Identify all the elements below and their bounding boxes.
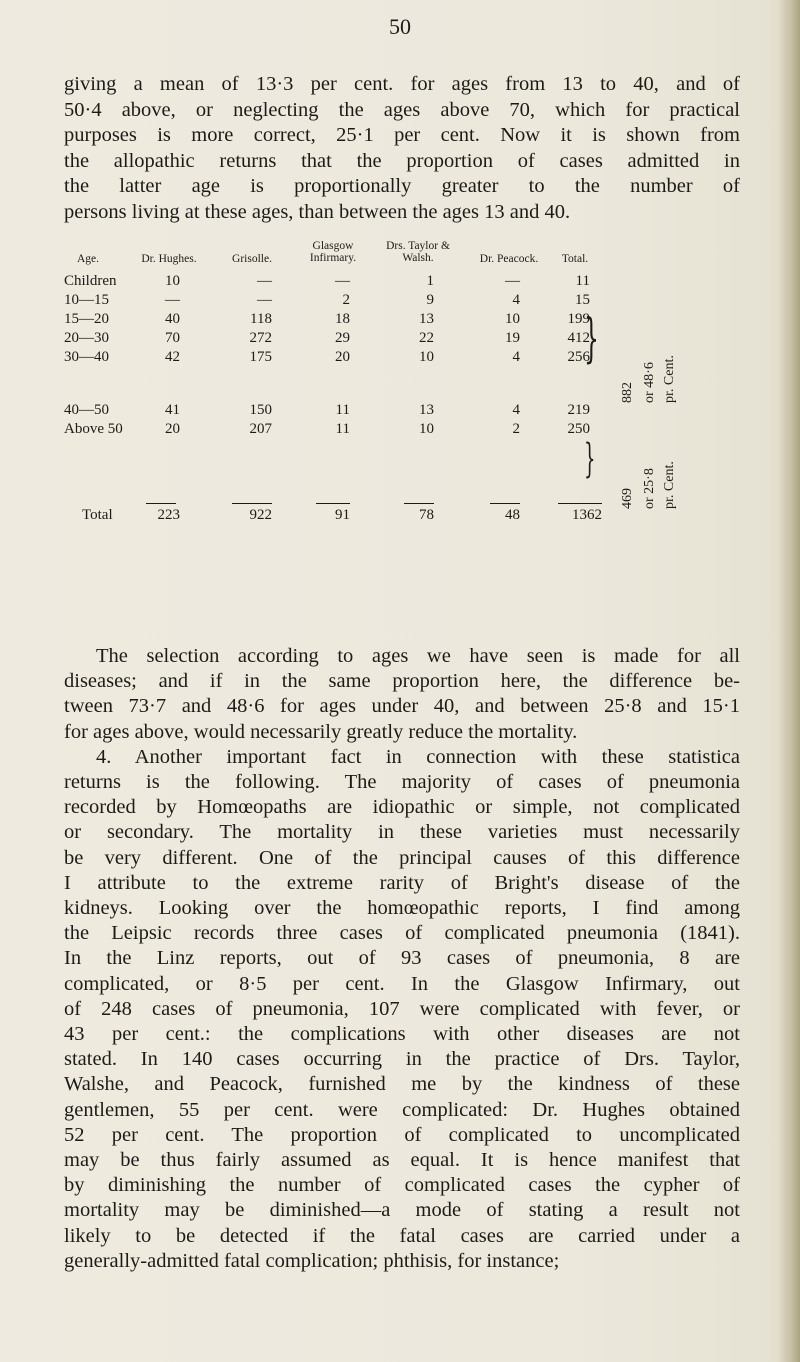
text-line: 52 per cent. The proportion of complicated to uncomplicated — [64, 1123, 740, 1146]
cell-total-taylor: 78 — [419, 507, 434, 523]
text-line: diseases; and if in the same proportion here, the difference be- — [64, 670, 740, 693]
cell-hughes: 20 — [165, 421, 180, 437]
cell-total: 219 — [567, 402, 590, 418]
cell-grisolle: — — [257, 273, 272, 289]
cell-glasgow: 18 — [335, 311, 350, 327]
text-line: complicated, or 8·5 per cent. In the Glasgow Infirmary, out — [64, 972, 740, 995]
cell-age: Children — [64, 273, 117, 289]
brace-over-40: } — [584, 436, 596, 482]
cell-total-peacock: 48 — [505, 507, 520, 523]
text-line: be very different. One of the principal causes of this difference — [64, 846, 740, 869]
cell-grisolle: 175 — [249, 349, 272, 365]
page-edge-shadow — [778, 0, 800, 1362]
header-hughes: Dr. Hughes. — [141, 253, 197, 265]
cell-grisolle: 118 — [250, 311, 272, 327]
text-line: returns is the following. The majority of cases of pneumonia — [64, 771, 740, 794]
group1-sum: 882 — [620, 382, 635, 403]
cell-hughes: 40 — [165, 311, 180, 327]
cell-total: 412 — [567, 330, 590, 346]
text-line: or secondary. The mortality in these varieties must necessarily — [64, 821, 740, 844]
cell-total-label: Total — [82, 507, 113, 523]
cell-peacock: 10 — [505, 311, 520, 327]
group1-unit: pr. Cent. — [662, 355, 677, 403]
cell-taylor: 1 — [426, 273, 434, 289]
cell-age: 40—50 — [64, 402, 109, 418]
cell-taylor: 9 — [426, 292, 434, 308]
header-age: Age. — [76, 253, 100, 265]
cell-peacock: 19 — [505, 330, 520, 346]
text-line: persons living at these ages, than between the ages 13 and 40. — [64, 200, 571, 223]
cell-total: 250 — [567, 421, 590, 437]
cell-taylor: 10 — [419, 421, 434, 437]
body-paragraph — [64, 644, 740, 1274]
text-line: gentlemen, 55 per cent. were complicated: Dr. Hughes obtained — [64, 1098, 740, 1121]
text-line: stated. In 140 cases occurring in the practice of Drs. Taylor, — [64, 1048, 740, 1071]
cell-hughes: 10 — [165, 273, 180, 289]
header-taylor: Drs. Taylor & Walsh. — [386, 240, 450, 264]
cell-taylor: 13 — [419, 402, 434, 418]
text-line: likely to be detected if the fatal cases are carried under a — [64, 1224, 740, 1247]
cell-peacock: 4 — [512, 349, 520, 365]
text-line: 50·4 above, or neglecting the ages above 70, which for practical — [64, 98, 740, 121]
group2-percent: or 25·8 — [642, 468, 657, 509]
cell-grisolle: 207 — [249, 421, 272, 437]
text-line: 43 per cent.: the complications with other diseases are not — [64, 1023, 740, 1046]
cell-age: 10—15 — [64, 292, 109, 308]
total-rule — [316, 503, 350, 504]
cell-peacock: 4 — [512, 402, 520, 418]
header-glasgow: Glasgow Infirmary. — [309, 240, 357, 264]
header-grisolle: Grisolle. — [232, 253, 272, 265]
cell-hughes: — — [165, 292, 180, 308]
age-distribution-table — [64, 235, 784, 615]
text-line: 4. Another important fact in connection with these statistica — [96, 745, 740, 768]
total-rule — [490, 503, 520, 504]
text-line: kidneys. Looking over the homœopathic reports, I find among — [64, 897, 740, 920]
text-line: purposes is more correct, 25·1 per cent. Now it is shown from — [64, 124, 740, 147]
text-line: Walshe, and Peacock, furnished me by the kindness of these — [64, 1073, 740, 1096]
intro-paragraph — [64, 72, 740, 226]
text-line: generally-admitted fatal complication; phthisis, for instance; — [64, 1249, 560, 1272]
text-line: tween 73·7 and 48·6 for ages under 40, and between 25·8 and 15·1 — [64, 695, 740, 718]
cell-total-grisolle: 922 — [249, 507, 272, 523]
total-rule — [558, 503, 602, 504]
header-total: Total. — [561, 253, 589, 265]
group2-unit: pr. Cent. — [662, 461, 677, 509]
cell-age: 20—30 — [64, 330, 109, 346]
text-line: In the Linz reports, out of 93 cases of pneumonia, 8 are — [64, 947, 740, 970]
cell-glasgow: 11 — [335, 402, 350, 418]
text-line: the latter age is proportionally greater to the number of — [64, 175, 740, 198]
text-line: the Leipsic records three cases of complicated pneumonia (1841). — [64, 922, 740, 945]
header-peacock: Dr. Peacock. — [479, 253, 539, 265]
cell-taylor: 22 — [419, 330, 434, 346]
cell-grisolle: — — [257, 292, 272, 308]
text-line: by diminishing the number of complicated cases the cypher of — [64, 1174, 740, 1197]
text-line: recorded by Homœopaths are idiopathic or simple, not complicated — [64, 796, 740, 819]
cell-total: 199 — [567, 311, 590, 327]
total-rule — [232, 503, 272, 504]
text-line: for ages above, would necessarily greatly reduce the mortality. — [64, 720, 578, 743]
text-line: I attribute to the extreme rarity of Bright's disease of the — [64, 871, 740, 894]
text-line: The selection according to ages we have seen is made for all — [96, 645, 740, 667]
cell-hughes: 42 — [165, 349, 180, 365]
cell-grisolle: 150 — [249, 402, 272, 418]
cell-grisolle: 272 — [249, 330, 272, 346]
group1-percent: or 48·6 — [642, 362, 657, 403]
cell-age: 30—40 — [64, 349, 109, 365]
cell-glasgow: 29 — [335, 330, 350, 346]
cell-age: 15—20 — [64, 311, 109, 327]
cell-peacock: 4 — [512, 292, 520, 308]
total-rule — [146, 503, 176, 504]
text-line: giving a mean of 13·3 per cent. for ages from 13 to 40, and of — [64, 73, 740, 95]
group2-sum: 469 — [620, 488, 635, 509]
cell-hughes: 41 — [165, 402, 180, 418]
total-rule — [404, 503, 434, 504]
cell-glasgow: 11 — [335, 421, 350, 437]
text-line: mortality may be diminished—a mode of stating a result not — [64, 1199, 740, 1222]
text-line: the allopathic returns that the proportion of cases admitted in — [64, 149, 740, 172]
cell-glasgow: 2 — [342, 292, 350, 308]
cell-age: Above 50 — [64, 421, 123, 437]
cell-hughes: 70 — [165, 330, 180, 346]
cell-total: 256 — [567, 349, 590, 365]
cell-glasgow: 20 — [335, 349, 350, 365]
cell-taylor: 13 — [419, 311, 434, 327]
cell-peacock: 2 — [512, 421, 520, 437]
text-line: may be thus fairly assumed as equal. It is hence manifest that — [64, 1149, 740, 1172]
text-line: of 248 cases of pneumonia, 107 were complicated with fever, or — [64, 997, 740, 1020]
cell-peacock: — — [505, 273, 520, 289]
cell-total: 15 — [575, 292, 590, 308]
cell-total-glasgow: 91 — [335, 507, 350, 523]
brace-under-40: } — [584, 309, 599, 369]
cell-total-hughes: 223 — [157, 507, 180, 523]
cell-total: 11 — [575, 273, 590, 289]
cell-total-total: 1362 — [572, 507, 602, 523]
cell-glasgow: — — [335, 273, 350, 289]
page-number: 50 — [389, 14, 411, 39]
cell-taylor: 10 — [419, 349, 434, 365]
